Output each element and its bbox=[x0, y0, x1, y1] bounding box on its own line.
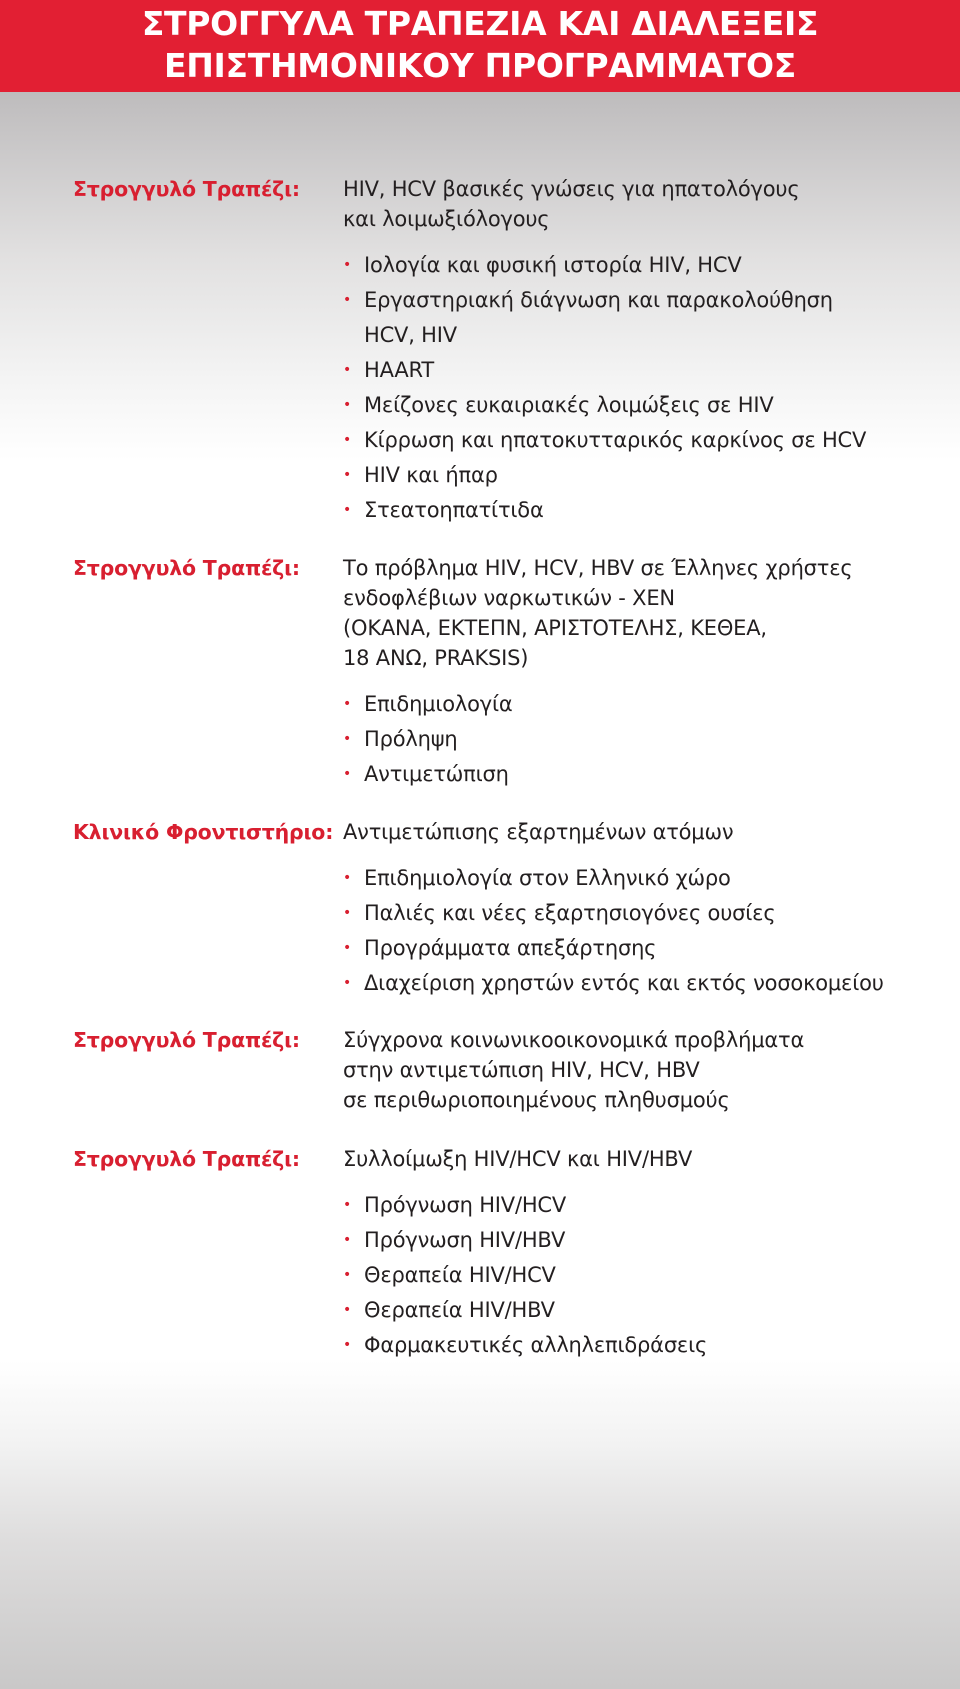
topic-item: • Αντιμετώπιση bbox=[343, 757, 943, 792]
topic-item: • HAART bbox=[343, 353, 943, 388]
session-title-line: Το πρόβλημα HIV, HCV, HBV σε Έλληνες χρήστες bbox=[343, 556, 853, 580]
bullet-icon: • bbox=[343, 870, 352, 886]
session-topic-list bbox=[343, 687, 943, 792]
bullet-icon: • bbox=[343, 292, 352, 308]
session-label: Κλινικό Φροντιστήριο: bbox=[73, 820, 334, 844]
topic-item: • Προγράμματα απεξάρτησης bbox=[343, 931, 943, 966]
bullet-icon: • bbox=[343, 467, 352, 483]
session-label: Στρογγυλό Τραπέζι: bbox=[73, 1147, 300, 1171]
session-title-line: ενδοφλέβιων ναρκωτικών - ΧΕΝ bbox=[343, 586, 675, 610]
session-title-line: Σύγχρονα κοινωνικοοικονομικά προβλήματα bbox=[343, 1028, 805, 1052]
bullet-icon: • bbox=[343, 696, 352, 712]
topic-item: • Ιολογία και φυσική ιστορία HIV, HCV bbox=[343, 248, 943, 283]
bullet-icon: • bbox=[343, 731, 352, 747]
session-topic-list bbox=[343, 248, 943, 528]
bullet-icon: • bbox=[343, 397, 352, 413]
bullet-icon: • bbox=[343, 905, 352, 921]
topic-item: • HIV και ήπαρ bbox=[343, 458, 943, 493]
session-topic-list bbox=[343, 861, 943, 1001]
topic-item: • Μείζονες ευκαιριακές λοιμώξεις σε HIV bbox=[343, 388, 943, 423]
session-label: Στρογγυλό Τραπέζι: bbox=[73, 556, 300, 580]
session-label: Στρογγυλό Τραπέζι: bbox=[73, 1028, 300, 1052]
session-title-line: HIV, HCV βασικές γνώσεις για ηπατολόγους bbox=[343, 177, 800, 201]
session-title-line: και λοιμωξιόλογους bbox=[343, 207, 550, 231]
bullet-icon: • bbox=[343, 362, 352, 378]
bullet-icon: • bbox=[343, 975, 352, 991]
session-title-line: στην αντιμετώπιση HIV, HCV, HBV bbox=[343, 1058, 700, 1082]
topic-item: • Θεραπεία HIV/HBV bbox=[343, 1293, 943, 1328]
header-title-line-2: ΕΠΙΣΤΗΜΟΝΙΚΟΥ ΠΡΟΓΡΑΜΜΑΤΟΣ bbox=[163, 46, 797, 85]
session-title-line: Συλλοίμωξη HIV/HCV και HIV/HBV bbox=[343, 1147, 693, 1171]
session-title-line: σε περιθωριοποιημένους πληθυσμούς bbox=[343, 1088, 730, 1112]
topic-item: • Φαρμακευτικές αλληλεπιδράσεις bbox=[343, 1328, 943, 1363]
bullet-icon: • bbox=[343, 1232, 352, 1248]
topic-item: • Επιδημιολογία bbox=[343, 687, 943, 722]
bullet-icon: • bbox=[343, 502, 352, 518]
session-topic-list bbox=[343, 1188, 943, 1363]
topic-item: • Πρόληψη bbox=[343, 722, 943, 757]
session-body bbox=[343, 1144, 943, 1363]
bullet-icon: • bbox=[343, 432, 352, 448]
topic-item: • Κίρρωση και ηπατοκυτταρικός καρκίνος σε HCV bbox=[343, 423, 943, 458]
session-title-line: (ΟΚΑΝΑ, ΕΚΤΕΠΝ, ΑΡΙΣΤΟΤΕΛΗΣ, ΚΕΘΕΑ, bbox=[343, 616, 767, 640]
session-body bbox=[343, 1025, 943, 1115]
topic-item: • Πρόγνωση HIV/HCV bbox=[343, 1188, 943, 1223]
topic-item: • Εργαστηριακή διάγνωση και παρακολούθηση HCV, HIV bbox=[343, 283, 864, 353]
bullet-icon: • bbox=[343, 940, 352, 956]
topic-item: • Διαχείριση χρηστών εντός και εκτός νοσοκομείου bbox=[343, 966, 943, 1001]
session-title-line: 18 ΑΝΩ, PRAKSIS) bbox=[343, 646, 529, 670]
session-title-line: Αντιμετώπισης εξαρτημένων ατόμων bbox=[343, 820, 734, 844]
session-body bbox=[343, 174, 943, 528]
bullet-icon: • bbox=[343, 766, 352, 782]
bullet-icon: • bbox=[343, 1337, 352, 1353]
topic-item: • Επιδημιολογία στον Ελληνικό χώρο bbox=[343, 861, 943, 896]
bullet-icon: • bbox=[343, 257, 352, 273]
topic-item: • Θεραπεία HIV/HCV bbox=[343, 1258, 943, 1293]
session-body bbox=[343, 817, 943, 1001]
page-header bbox=[0, 0, 960, 92]
topic-item: • Παλιές και νέες εξαρτησιογόνες ουσίες bbox=[343, 896, 943, 931]
bullet-icon: • bbox=[343, 1197, 352, 1213]
bullet-icon: • bbox=[343, 1302, 352, 1318]
session-label: Στρογγυλό Τραπέζι: bbox=[73, 177, 300, 201]
bullet-icon: • bbox=[343, 1267, 352, 1283]
topic-item: • Πρόγνωση HIV/HBV bbox=[343, 1223, 943, 1258]
header-title-line-1: ΣΤΡΟΓΓΥΛΑ ΤΡΑΠΕΖΙΑ ΚΑΙ ΔΙΑΛΕΞΕΙΣ bbox=[141, 4, 819, 43]
topic-item: • Στεατοηπατίτιδα bbox=[343, 493, 943, 528]
session-body bbox=[343, 553, 943, 792]
